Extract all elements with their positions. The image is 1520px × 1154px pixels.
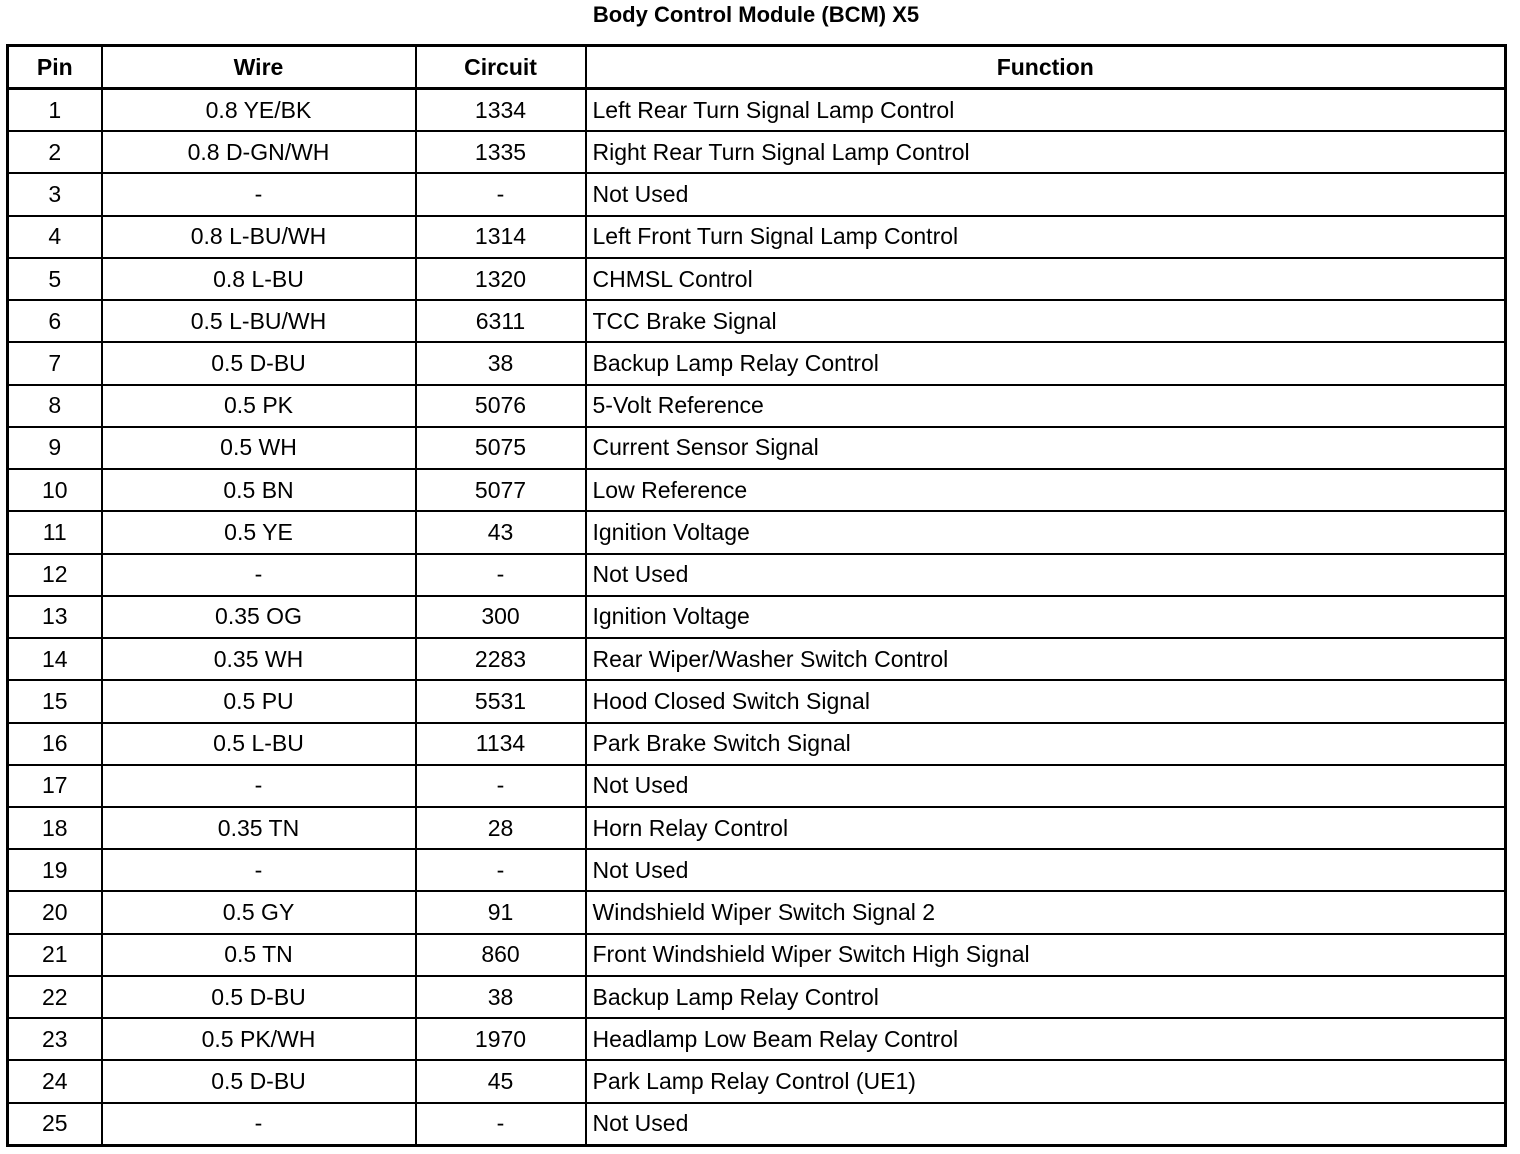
pin-cell: 8 [8,385,102,427]
circuit-cell: 5077 [416,469,586,511]
function-cell: Right Rear Turn Signal Lamp Control [586,131,1506,173]
circuit-cell: - [416,554,586,596]
table-row [8,680,1506,722]
pin-table [6,44,1507,1147]
pin-cell: 21 [8,934,102,976]
wire-cell: 0.5 D-BU [102,342,416,384]
table-row [8,1060,1506,1102]
wire-cell: 0.5 D-BU [102,976,416,1018]
circuit-cell: 28 [416,807,586,849]
function-cell: Not Used [586,173,1506,215]
wire-cell: - [102,173,416,215]
function-cell: Not Used [586,554,1506,596]
table-row [8,511,1506,553]
table-row [8,300,1506,342]
function-cell: Front Windshield Wiper Switch High Signal [586,934,1506,976]
column-header-circuit: Circuit [416,46,586,89]
function-cell: CHMSL Control [586,258,1506,300]
pin-cell: 5 [8,258,102,300]
pin-cell: 13 [8,596,102,638]
pin-cell: 11 [8,511,102,553]
wire-cell: 0.5 TN [102,934,416,976]
table-row [8,216,1506,258]
function-cell: Left Rear Turn Signal Lamp Control [586,89,1506,132]
function-cell: Ignition Voltage [586,511,1506,553]
pin-cell: 4 [8,216,102,258]
circuit-cell: - [416,765,586,807]
table-row [8,723,1506,765]
circuit-cell: 1134 [416,723,586,765]
circuit-cell: 5531 [416,680,586,722]
wire-cell: 0.5 L-BU/WH [102,300,416,342]
table-row [8,807,1506,849]
wire-cell: - [102,1103,416,1146]
wire-cell: - [102,849,416,891]
table-row [8,342,1506,384]
function-cell: Rear Wiper/Washer Switch Control [586,638,1506,680]
wire-cell: 0.5 BN [102,469,416,511]
table-row [8,765,1506,807]
circuit-cell: 5075 [416,427,586,469]
table-row [8,934,1506,976]
wire-cell: - [102,554,416,596]
table-row [8,89,1506,132]
circuit-cell: 1335 [416,131,586,173]
table-row [8,596,1506,638]
circuit-cell: - [416,173,586,215]
wire-cell: 0.5 PK/WH [102,1018,416,1060]
circuit-cell: 91 [416,891,586,933]
column-header-pin: Pin [8,46,102,89]
pin-cell: 14 [8,638,102,680]
table-row [8,469,1506,511]
wire-cell: 0.5 L-BU [102,723,416,765]
pin-cell: 3 [8,173,102,215]
circuit-cell: 2283 [416,638,586,680]
wire-cell: 0.5 GY [102,891,416,933]
wire-cell: - [102,765,416,807]
table-row [8,1103,1506,1146]
function-cell: Low Reference [586,469,1506,511]
wire-cell: 0.8 YE/BK [102,89,416,132]
pin-cell: 6 [8,300,102,342]
function-cell: Horn Relay Control [586,807,1506,849]
pin-cell: 23 [8,1018,102,1060]
function-cell: TCC Brake Signal [586,300,1506,342]
function-cell: Park Brake Switch Signal [586,723,1506,765]
column-header-function: Function [586,46,1506,89]
table-header-row [8,46,1506,89]
wire-cell: 0.35 TN [102,807,416,849]
pin-cell: 18 [8,807,102,849]
wire-cell: 0.5 WH [102,427,416,469]
table-row [8,131,1506,173]
pin-cell: 16 [8,723,102,765]
circuit-cell: 6311 [416,300,586,342]
function-cell: Not Used [586,765,1506,807]
function-cell: Hood Closed Switch Signal [586,680,1506,722]
circuit-cell: 43 [416,511,586,553]
pin-cell: 19 [8,849,102,891]
circuit-cell: 1320 [416,258,586,300]
pin-cell: 12 [8,554,102,596]
circuit-cell: 38 [416,342,586,384]
table-row [8,849,1506,891]
page-title: Body Control Module (BCM) X5 [592,2,920,27]
wire-cell: 0.8 L-BU/WH [102,216,416,258]
pin-cell: 15 [8,680,102,722]
pin-cell: 20 [8,891,102,933]
table-row [8,1018,1506,1060]
circuit-cell: - [416,849,586,891]
function-cell: Not Used [586,1103,1506,1146]
circuit-cell: 300 [416,596,586,638]
pin-cell: 22 [8,976,102,1018]
pin-cell: 24 [8,1060,102,1102]
table-row [8,427,1506,469]
circuit-cell: 1970 [416,1018,586,1060]
function-cell: Headlamp Low Beam Relay Control [586,1018,1506,1060]
wire-cell: 0.35 WH [102,638,416,680]
wire-cell: 0.8 L-BU [102,258,416,300]
circuit-cell: - [416,1103,586,1146]
pin-cell: 1 [8,89,102,132]
function-cell: 5-Volt Reference [586,385,1506,427]
circuit-cell: 45 [416,1060,586,1102]
pin-cell: 25 [8,1103,102,1146]
pin-cell: 7 [8,342,102,384]
function-cell: Park Lamp Relay Control (UE1) [586,1060,1506,1102]
function-cell: Backup Lamp Relay Control [586,976,1506,1018]
function-cell: Windshield Wiper Switch Signal 2 [586,891,1506,933]
table-row [8,173,1506,215]
table-row [8,258,1506,300]
circuit-cell: 1334 [416,89,586,132]
wire-cell: 0.5 YE [102,511,416,553]
wire-cell: 0.5 D-BU [102,1060,416,1102]
table-row [8,385,1506,427]
wire-cell: 0.5 PU [102,680,416,722]
function-cell: Left Front Turn Signal Lamp Control [586,216,1506,258]
pin-cell: 2 [8,131,102,173]
circuit-cell: 860 [416,934,586,976]
function-cell: Not Used [586,849,1506,891]
table-row [8,976,1506,1018]
pin-cell: 10 [8,469,102,511]
pin-cell: 9 [8,427,102,469]
table-row [8,638,1506,680]
wire-cell: 0.8 D-GN/WH [102,131,416,173]
column-header-wire: Wire [102,46,416,89]
function-cell: Ignition Voltage [586,596,1506,638]
circuit-cell: 5076 [416,385,586,427]
table-row [8,891,1506,933]
function-cell: Current Sensor Signal [586,427,1506,469]
function-cell: Backup Lamp Relay Control [586,342,1506,384]
circuit-cell: 1314 [416,216,586,258]
table-row [8,554,1506,596]
pin-cell: 17 [8,765,102,807]
circuit-cell: 38 [416,976,586,1018]
table-body [8,89,1506,1146]
wire-cell: 0.5 PK [102,385,416,427]
wire-cell: 0.35 OG [102,596,416,638]
